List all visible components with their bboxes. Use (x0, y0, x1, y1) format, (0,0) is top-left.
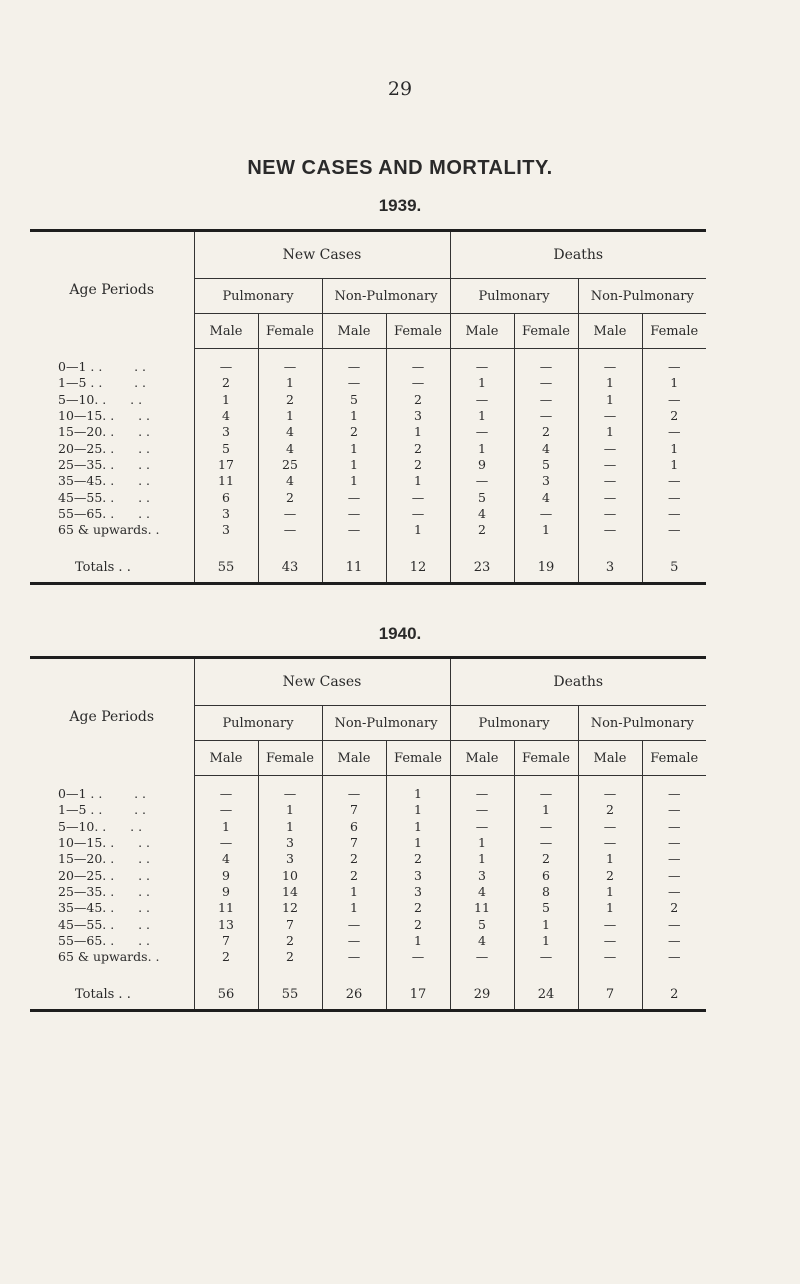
value-cell: 1 (642, 440, 706, 456)
value-cell: 1 (322, 457, 386, 473)
age-period-cell: 65 & upwards. . (58, 949, 160, 965)
value-cell: — (450, 424, 514, 440)
value-cell: — (642, 884, 706, 900)
totals-row (30, 979, 706, 1009)
value-cell: 1 (642, 375, 706, 391)
value-cell: 8 (514, 884, 578, 900)
value-cell: — (258, 522, 322, 538)
age-period-cell: 0—1 . . . . (58, 358, 147, 374)
value-cell: — (258, 776, 322, 803)
value-cell: — (578, 506, 642, 522)
value-cell: 2 (258, 933, 322, 949)
value-cell: — (386, 506, 450, 522)
value-cell: 4 (450, 884, 514, 900)
value-cell: 1 (514, 802, 578, 818)
value-cell: 6 (194, 489, 258, 505)
value-cell: 1 (386, 473, 450, 489)
value-cell: 14 (258, 884, 322, 900)
value-cell: 2 (322, 424, 386, 440)
female-header: Female (514, 741, 578, 776)
totals-label: Totals . . (75, 986, 131, 1002)
value-cell: — (450, 802, 514, 818)
value-cell: — (386, 949, 450, 965)
female-header: Female (642, 741, 706, 776)
value-cell: 6 (322, 819, 386, 835)
value-cell: 1 (578, 900, 642, 916)
deaths-header: Deaths (450, 232, 706, 279)
value-cell: 3 (450, 867, 514, 883)
pulmonary-header: Pulmonary (450, 279, 578, 314)
total-cell: 2 (642, 979, 706, 1009)
age-period-cell: 10—15. . . . (58, 835, 150, 851)
value-cell: 3 (194, 424, 258, 440)
value-cell: 2 (578, 867, 642, 883)
value-cell: 1 (450, 375, 514, 391)
value-cell: 2 (194, 949, 258, 965)
value-cell: 4 (194, 408, 258, 424)
value-cell: 5 (450, 489, 514, 505)
page-number: 29 (387, 78, 413, 100)
total-cell: 24 (514, 979, 578, 1009)
table-row (30, 933, 706, 949)
value-cell: 2 (386, 440, 450, 456)
value-cell: — (450, 776, 514, 803)
table-row (30, 473, 706, 489)
value-cell: — (450, 392, 514, 408)
table-row (30, 522, 706, 538)
female-header: Female (514, 314, 578, 349)
value-cell: 5 (514, 900, 578, 916)
age-period-cell: 1—5 . . . . (58, 802, 147, 818)
new-cases-header: New Cases (194, 659, 450, 706)
age-period-cell: 55—65. . . . (58, 505, 150, 521)
value-cell: 4 (514, 489, 578, 505)
table-row (30, 506, 706, 522)
value-cell: 2 (386, 392, 450, 408)
total-cell: 26 (322, 979, 386, 1009)
table-row (30, 819, 706, 835)
male-header: Male (578, 741, 642, 776)
value-cell: 2 (514, 424, 578, 440)
female-header: Female (258, 741, 322, 776)
value-cell: — (578, 473, 642, 489)
value-cell: 1 (514, 522, 578, 538)
value-cell: 3 (194, 506, 258, 522)
value-cell: 2 (194, 375, 258, 391)
value-cell: — (642, 835, 706, 851)
value-cell: — (642, 949, 706, 965)
value-cell: — (450, 349, 514, 376)
value-cell: 1 (578, 392, 642, 408)
value-cell: 11 (194, 473, 258, 489)
value-cell: 1 (386, 776, 450, 803)
value-cell: 3 (258, 835, 322, 851)
total-cell: 17 (386, 979, 450, 1009)
value-cell: 1 (514, 933, 578, 949)
value-cell: — (322, 349, 386, 376)
value-cell: — (514, 835, 578, 851)
value-cell: 1 (578, 424, 642, 440)
value-cell: 4 (450, 933, 514, 949)
value-cell: 7 (194, 933, 258, 949)
total-cell: 56 (194, 979, 258, 1009)
male-header: Male (194, 741, 258, 776)
value-cell: — (194, 835, 258, 851)
age-period-cell: 5—10. . . . (58, 818, 143, 834)
value-cell: — (386, 375, 450, 391)
value-cell: 2 (386, 457, 450, 473)
value-cell: — (450, 949, 514, 965)
value-cell: — (258, 506, 322, 522)
value-cell: — (642, 424, 706, 440)
value-cell: — (642, 522, 706, 538)
value-cell: — (642, 867, 706, 883)
value-cell: 1 (258, 802, 322, 818)
value-cell: — (514, 506, 578, 522)
value-cell: — (642, 489, 706, 505)
table-row (30, 949, 706, 965)
value-cell: 2 (258, 489, 322, 505)
female-header: Female (642, 314, 706, 349)
value-cell: — (578, 949, 642, 965)
value-cell: 4 (450, 506, 514, 522)
value-cell: 1 (514, 916, 578, 932)
pulmonary-header: Pulmonary (450, 706, 578, 741)
value-cell: — (322, 933, 386, 949)
age-period-cell: 20—25. . . . (58, 867, 150, 883)
total-cell: 55 (194, 552, 258, 582)
value-cell: 6 (514, 867, 578, 883)
total-cell: 23 (450, 552, 514, 582)
table-row (30, 457, 706, 473)
value-cell: 13 (194, 916, 258, 932)
value-cell: 1 (386, 933, 450, 949)
male-header: Male (322, 741, 386, 776)
total-cell: 43 (258, 552, 322, 582)
value-cell: 1 (194, 819, 258, 835)
value-cell: — (578, 776, 642, 803)
value-cell: 2 (386, 916, 450, 932)
value-cell: — (642, 473, 706, 489)
value-cell: 1 (386, 819, 450, 835)
total-cell: 5 (642, 552, 706, 582)
value-cell: 7 (258, 916, 322, 932)
value-cell: 5 (450, 916, 514, 932)
value-cell: 1 (450, 408, 514, 424)
table-row (30, 424, 706, 440)
age-period-cell: 0—1 . . . . (58, 785, 147, 801)
value-cell: 1 (322, 884, 386, 900)
table-row (30, 776, 706, 803)
age-period-cell: 35—45. . . . (58, 900, 150, 916)
total-cell: 55 (258, 979, 322, 1009)
value-cell: — (514, 392, 578, 408)
value-cell: — (578, 522, 642, 538)
value-cell: 2 (258, 392, 322, 408)
value-cell: — (578, 835, 642, 851)
pulmonary-header: Pulmonary (194, 706, 322, 741)
male-header: Male (578, 314, 642, 349)
male-header: Male (450, 741, 514, 776)
value-cell: — (578, 349, 642, 376)
value-cell: 1 (450, 440, 514, 456)
value-cell: 1 (258, 375, 322, 391)
age-periods-header: Age Periods (69, 709, 155, 726)
value-cell: — (578, 819, 642, 835)
value-cell: — (386, 349, 450, 376)
value-cell: 1 (386, 522, 450, 538)
value-cell: 1 (322, 408, 386, 424)
female-header: Female (386, 314, 450, 349)
value-cell: 1 (258, 408, 322, 424)
deaths-header: Deaths (450, 659, 706, 706)
value-cell: 9 (194, 884, 258, 900)
table-row (30, 802, 706, 818)
value-cell: 2 (514, 851, 578, 867)
mortality-table-1940 (30, 656, 706, 1012)
value-cell: 7 (322, 835, 386, 851)
value-cell: — (194, 802, 258, 818)
value-cell: 4 (258, 440, 322, 456)
value-cell: 4 (258, 424, 322, 440)
table-row (30, 489, 706, 505)
value-cell: — (642, 392, 706, 408)
value-cell: 11 (194, 900, 258, 916)
male-header: Male (450, 314, 514, 349)
totals-row (30, 552, 706, 582)
value-cell: — (642, 802, 706, 818)
male-header: Male (194, 314, 258, 349)
age-period-cell: 45—55. . . . (58, 916, 150, 932)
value-cell: — (642, 933, 706, 949)
non-pulmonary-header: Non-Pulmonary (578, 279, 706, 314)
age-period-cell: 45—55. . . . (58, 489, 150, 505)
age-period-cell: 5—10. . . . (58, 391, 143, 407)
year-label-1940: 1940. (378, 624, 422, 643)
value-cell: 12 (258, 900, 322, 916)
table-row (30, 440, 706, 456)
value-cell: 3 (386, 884, 450, 900)
value-cell: — (578, 489, 642, 505)
female-header: Female (386, 741, 450, 776)
value-cell: — (194, 776, 258, 803)
value-cell: 2 (642, 408, 706, 424)
male-header: Male (322, 314, 386, 349)
value-cell: 1 (322, 473, 386, 489)
value-cell: 1 (450, 835, 514, 851)
age-period-cell: 15—20. . . . (58, 424, 150, 440)
value-cell: 1 (386, 424, 450, 440)
value-cell: 1 (578, 851, 642, 867)
value-cell: 3 (386, 408, 450, 424)
value-cell: 4 (514, 440, 578, 456)
non-pulmonary-header: Non-Pulmonary (322, 279, 450, 314)
value-cell: — (642, 916, 706, 932)
value-cell: 5 (194, 440, 258, 456)
table-row (30, 408, 706, 424)
value-cell: 7 (322, 802, 386, 818)
value-cell: 5 (322, 392, 386, 408)
value-cell: 2 (322, 851, 386, 867)
value-cell: 2 (386, 851, 450, 867)
value-cell: 2 (450, 522, 514, 538)
table-row (30, 392, 706, 408)
table-row (30, 349, 706, 376)
value-cell: 2 (258, 949, 322, 965)
value-cell: 10 (258, 867, 322, 883)
age-period-cell: 15—20. . . . (58, 851, 150, 867)
value-cell: 2 (322, 867, 386, 883)
value-cell: 1 (578, 375, 642, 391)
age-period-cell: 35—45. . . . (58, 473, 150, 489)
new-cases-header: New Cases (194, 232, 450, 279)
age-period-cell: 25—35. . . . (58, 456, 150, 472)
page-title: NEW CASES AND MORTALITY. (247, 157, 553, 179)
value-cell: — (386, 489, 450, 505)
pulmonary-header: Pulmonary (194, 279, 322, 314)
mortality-table-1939 (30, 229, 706, 585)
value-cell: — (642, 851, 706, 867)
value-cell: — (322, 949, 386, 965)
value-cell: 3 (386, 867, 450, 883)
non-pulmonary-header: Non-Pulmonary (578, 706, 706, 741)
value-cell: 1 (642, 457, 706, 473)
value-cell: — (642, 349, 706, 376)
value-cell: 3 (194, 522, 258, 538)
value-cell: 1 (578, 884, 642, 900)
value-cell: 1 (322, 900, 386, 916)
value-cell: — (514, 349, 578, 376)
value-cell: — (514, 375, 578, 391)
total-cell: 19 (514, 552, 578, 582)
value-cell: 2 (578, 802, 642, 818)
value-cell: 1 (322, 440, 386, 456)
value-cell: — (642, 776, 706, 803)
value-cell: — (450, 819, 514, 835)
table-row (30, 375, 706, 391)
value-cell: 9 (194, 867, 258, 883)
total-cell: 7 (578, 979, 642, 1009)
age-period-cell: 20—25. . . . (58, 440, 150, 456)
table-row (30, 916, 706, 932)
value-cell: 25 (258, 457, 322, 473)
value-cell: — (642, 819, 706, 835)
value-cell: — (578, 457, 642, 473)
table-row (30, 900, 706, 916)
age-period-cell: 65 & upwards. . (58, 522, 160, 538)
value-cell: 1 (450, 851, 514, 867)
total-cell: 12 (386, 552, 450, 582)
non-pulmonary-header: Non-Pulmonary (322, 706, 450, 741)
value-cell: 2 (642, 900, 706, 916)
value-cell: — (322, 489, 386, 505)
value-cell: — (578, 916, 642, 932)
value-cell: — (258, 349, 322, 376)
value-cell: — (514, 949, 578, 965)
value-cell: 1 (258, 819, 322, 835)
value-cell: — (514, 776, 578, 803)
value-cell: — (578, 440, 642, 456)
value-cell: — (514, 408, 578, 424)
table-row (30, 867, 706, 883)
total-cell: 29 (450, 979, 514, 1009)
value-cell: — (322, 776, 386, 803)
value-cell: — (450, 473, 514, 489)
value-cell: — (642, 506, 706, 522)
value-cell: 2 (386, 900, 450, 916)
value-cell: — (578, 408, 642, 424)
value-cell: — (322, 375, 386, 391)
table-row (30, 851, 706, 867)
total-cell: 3 (578, 552, 642, 582)
value-cell: — (322, 522, 386, 538)
age-period-cell: 1—5 . . . . (58, 375, 147, 391)
value-cell: 11 (450, 900, 514, 916)
value-cell: 1 (386, 835, 450, 851)
totals-label: Totals . . (75, 559, 131, 575)
female-header: Female (258, 314, 322, 349)
value-cell: — (194, 349, 258, 376)
table-row (30, 835, 706, 851)
age-period-cell: 55—65. . . . (58, 932, 150, 948)
age-periods-header: Age Periods (69, 282, 155, 299)
value-cell: 17 (194, 457, 258, 473)
value-cell: 9 (450, 457, 514, 473)
value-cell: — (322, 916, 386, 932)
value-cell: 1 (386, 802, 450, 818)
value-cell: 3 (258, 851, 322, 867)
value-cell: 4 (194, 851, 258, 867)
value-cell: 3 (514, 473, 578, 489)
value-cell: 1 (194, 392, 258, 408)
value-cell: 4 (258, 473, 322, 489)
value-cell: 5 (514, 457, 578, 473)
value-cell: — (322, 506, 386, 522)
year-label-1939: 1939. (378, 196, 422, 215)
age-period-cell: 10—15. . . . (58, 408, 150, 424)
value-cell: — (578, 933, 642, 949)
age-period-cell: 25—35. . . . (58, 883, 150, 899)
value-cell: — (514, 819, 578, 835)
table-row (30, 884, 706, 900)
total-cell: 11 (322, 552, 386, 582)
